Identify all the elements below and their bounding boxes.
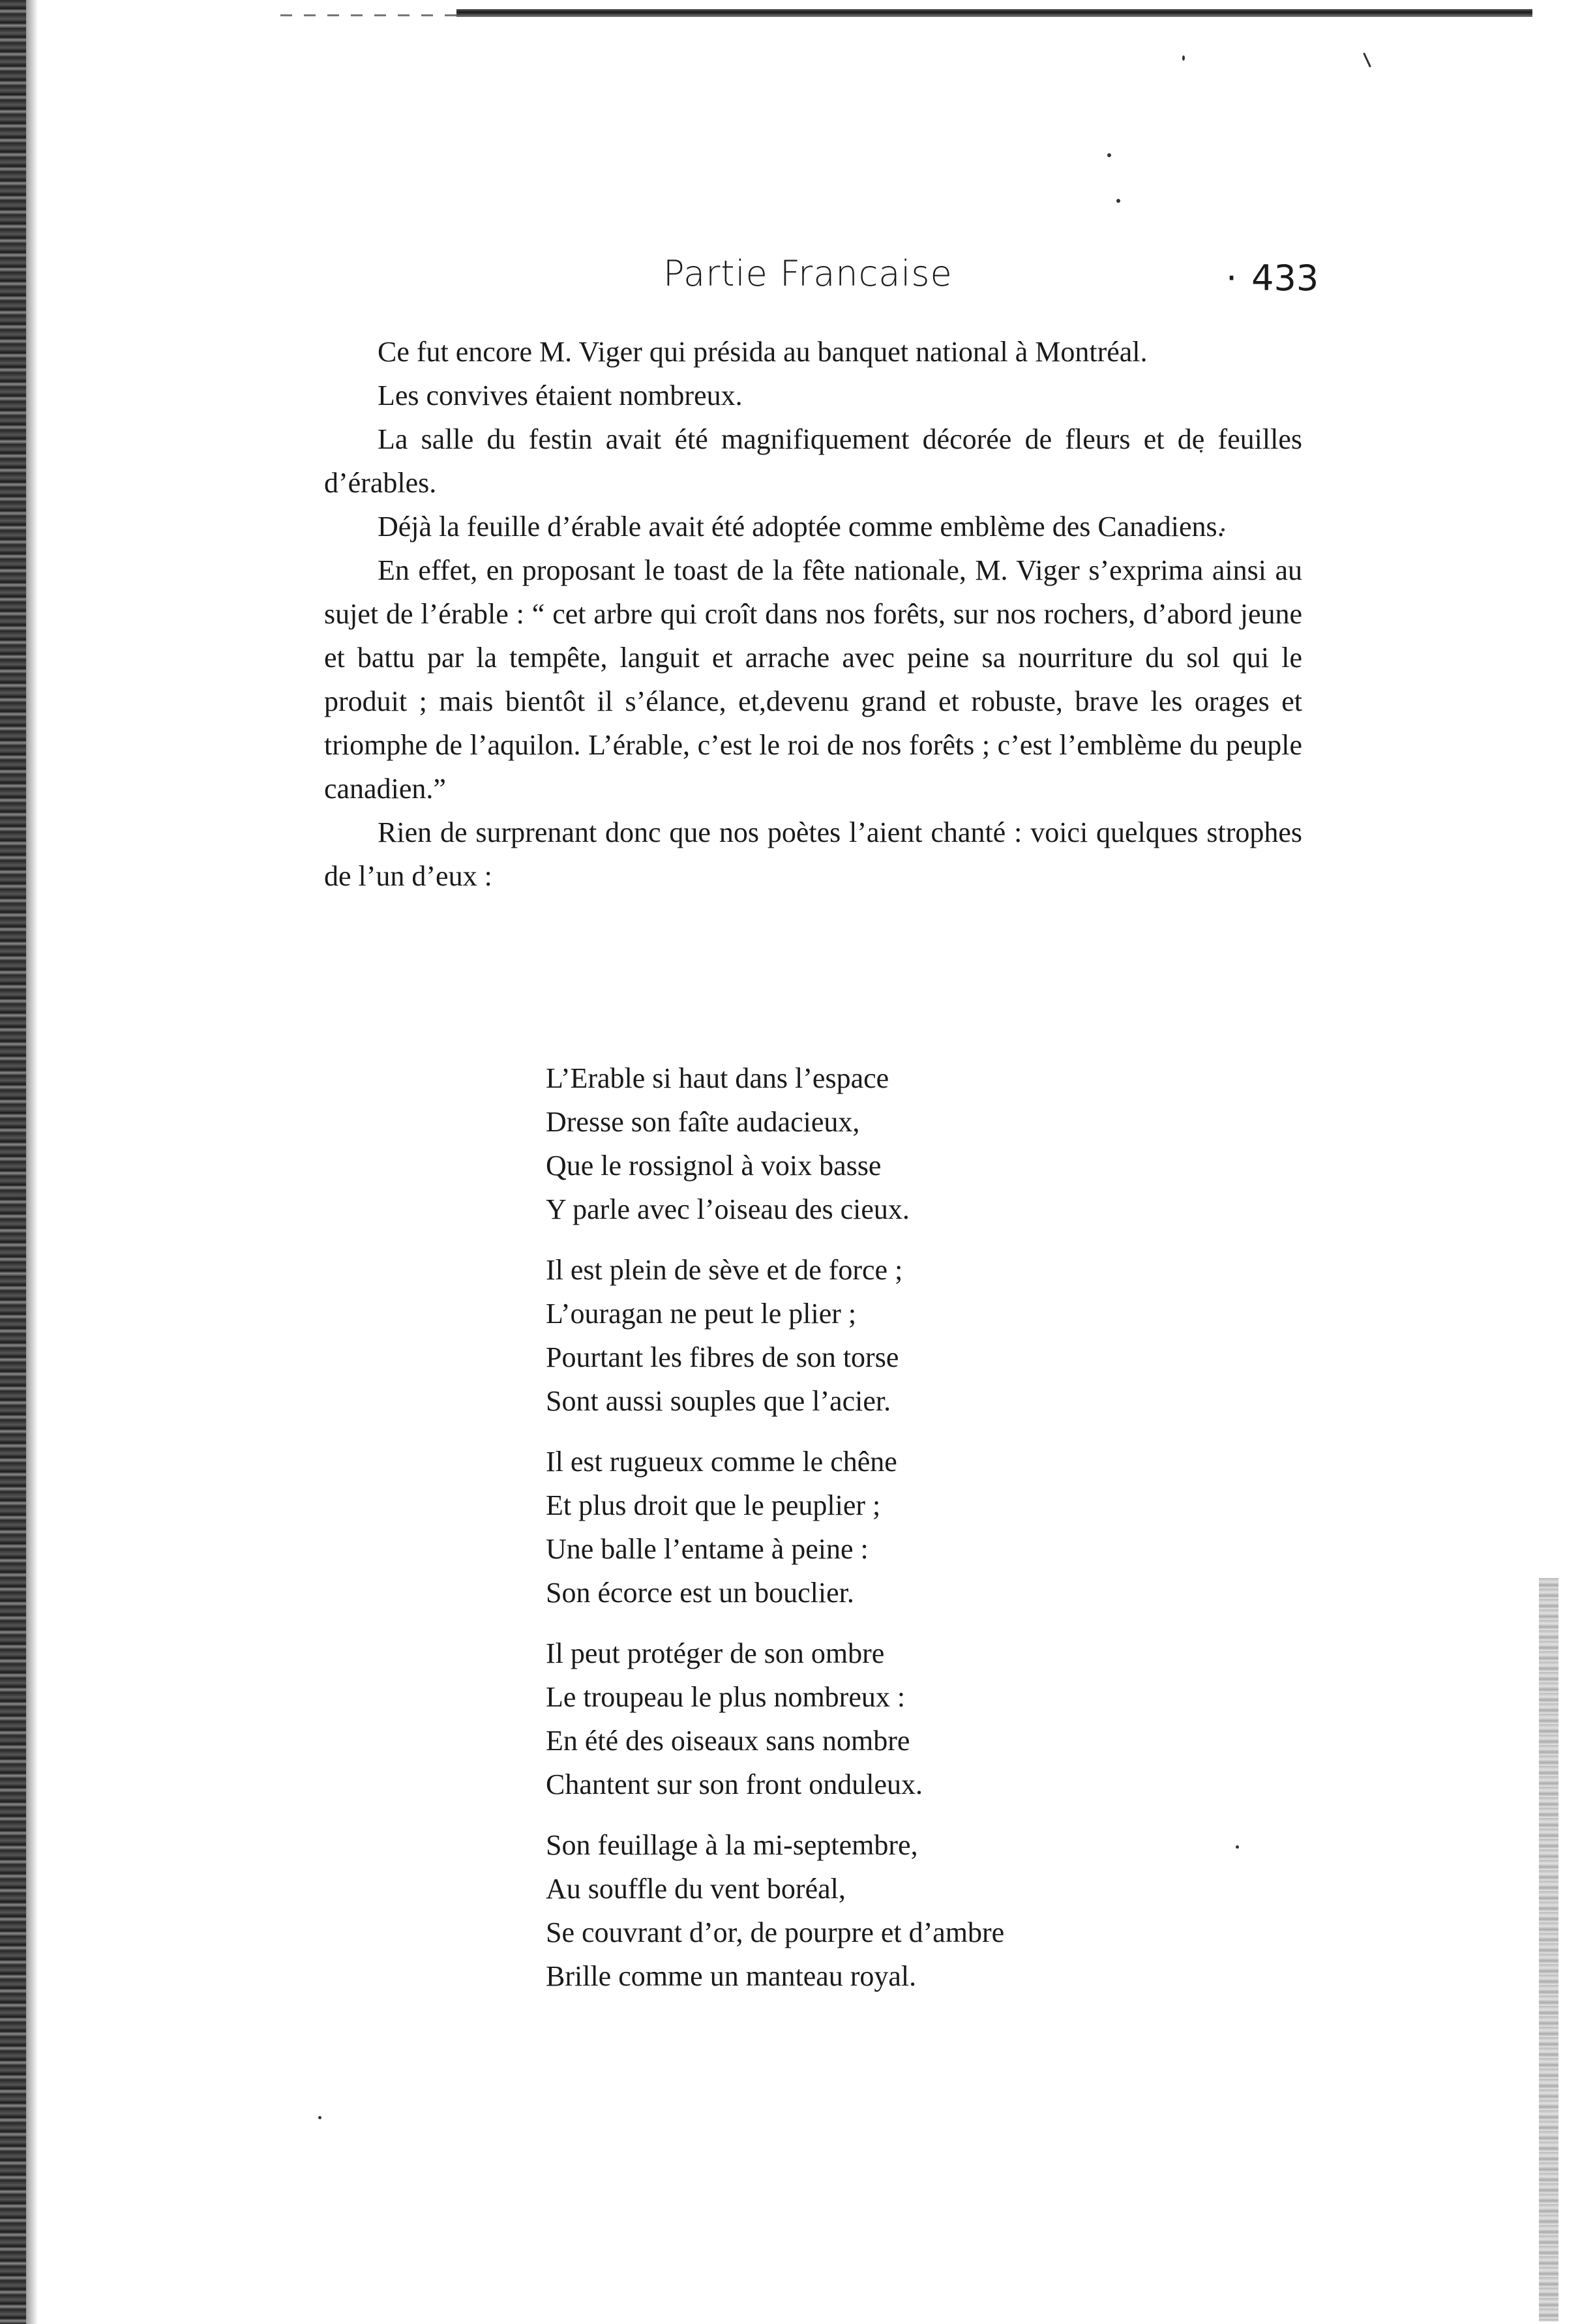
scan-speck [1363, 52, 1371, 67]
poem-line: Sont aussi souples que l’acier. [546, 1385, 891, 1417]
running-head: Partie Francaise [663, 253, 953, 294]
poem-stanza [546, 1056, 1004, 1231]
poem-stanza [546, 1823, 1004, 1998]
poem-line: Y parle avec l’oiseau des cieux. [546, 1193, 910, 1225]
scan-top-rule [456, 9, 1532, 17]
poem-line: Et plus droit que le peuplier ; [546, 1489, 881, 1521]
poem-line: Il est plein de sève et de force ; [546, 1254, 903, 1286]
page-number [1226, 258, 1319, 299]
scan-speck [1116, 199, 1120, 203]
poem-line: Il est rugueux comme le chêne [546, 1446, 897, 1478]
poem-line: Son feuillage à la mi-septembre, [546, 1829, 918, 1861]
poem [546, 1056, 1004, 2015]
paragraph: Rien de surprenant donc que nos poètes l’aient chanté : voici quelques strophes de l’un d’eux : [324, 816, 1302, 892]
scan-speck [1107, 153, 1111, 157]
scan-speck [318, 2116, 321, 2119]
scan-top-dashes [280, 14, 456, 16]
poem-line: Pourtant les fibres de son torse [546, 1341, 899, 1373]
paragraph: En effet, en proposant le toast de la fête nationale, M. Viger s’exprima ainsi au sujet de l’érable : “ cet arbre qui croît dans nos forêts, sur nos rochers, d’abord jeune et battu par la tempête, languit et arrache avec peine sa nourriture du sol qui le produit ; mais bientôt il s’élance, et,devenu grand et robuste, brave les orages et triomphe de l’aquilon. L’érable, c’est le roi de nos forêts ; c’est l’emblème du peuple canadien.” [324, 554, 1302, 805]
poem-line: Son écorce est un bouclier. [546, 1577, 854, 1609]
scan-binding-edge [0, 0, 26, 2324]
poem-line: Dresse son faîte audacieux, [546, 1106, 860, 1138]
paragraph: Les convives étaient nombreux. [378, 380, 743, 411]
poem-line: L’Erable si haut dans l’espace [546, 1062, 889, 1094]
scan-speck [1182, 55, 1185, 61]
poem-line: Au souffle du vent boréal, [546, 1873, 846, 1905]
poem-line: Brille comme un manteau royal. [546, 1960, 917, 1992]
poem-line: Que le rossignol à voix basse [546, 1150, 882, 1182]
paragraph: Ce fut encore M. Viger qui présida au banquet national à Montréal. [378, 336, 1148, 368]
poem-line: En été des oiseaux sans nombre [546, 1725, 910, 1757]
poem-line: Une balle l’entame à peine : [546, 1533, 869, 1565]
scan-right-edge-shadow [1539, 1578, 1558, 2321]
poem-stanza [546, 1631, 1004, 1806]
poem-line: Il peut protéger de son ombre [546, 1637, 885, 1669]
poem-line: Chantent sur son front onduleux. [546, 1768, 923, 1800]
poem-line: L’ouragan ne peut le plier ; [546, 1298, 857, 1330]
body-text [324, 330, 1302, 898]
paragraph: Déjà la feuille d’érable avait été adoptée comme emblème des Canadiens. [378, 511, 1225, 543]
poem-line: Le troupeau le plus nombreux : [546, 1681, 906, 1713]
poem-stanza [546, 1440, 1004, 1615]
page-number-mark: · [1226, 258, 1238, 299]
page-number-value: 433 [1251, 258, 1319, 299]
scan-speck [1236, 1845, 1239, 1849]
paragraph: La salle du festin avait été magnifiquement décorée de fleurs et de feuilles d’érables. [324, 423, 1302, 499]
poem-line: Se couvrant d’or, de pourpre et d’ambre [546, 1916, 1005, 1948]
poem-stanza [546, 1248, 1004, 1423]
